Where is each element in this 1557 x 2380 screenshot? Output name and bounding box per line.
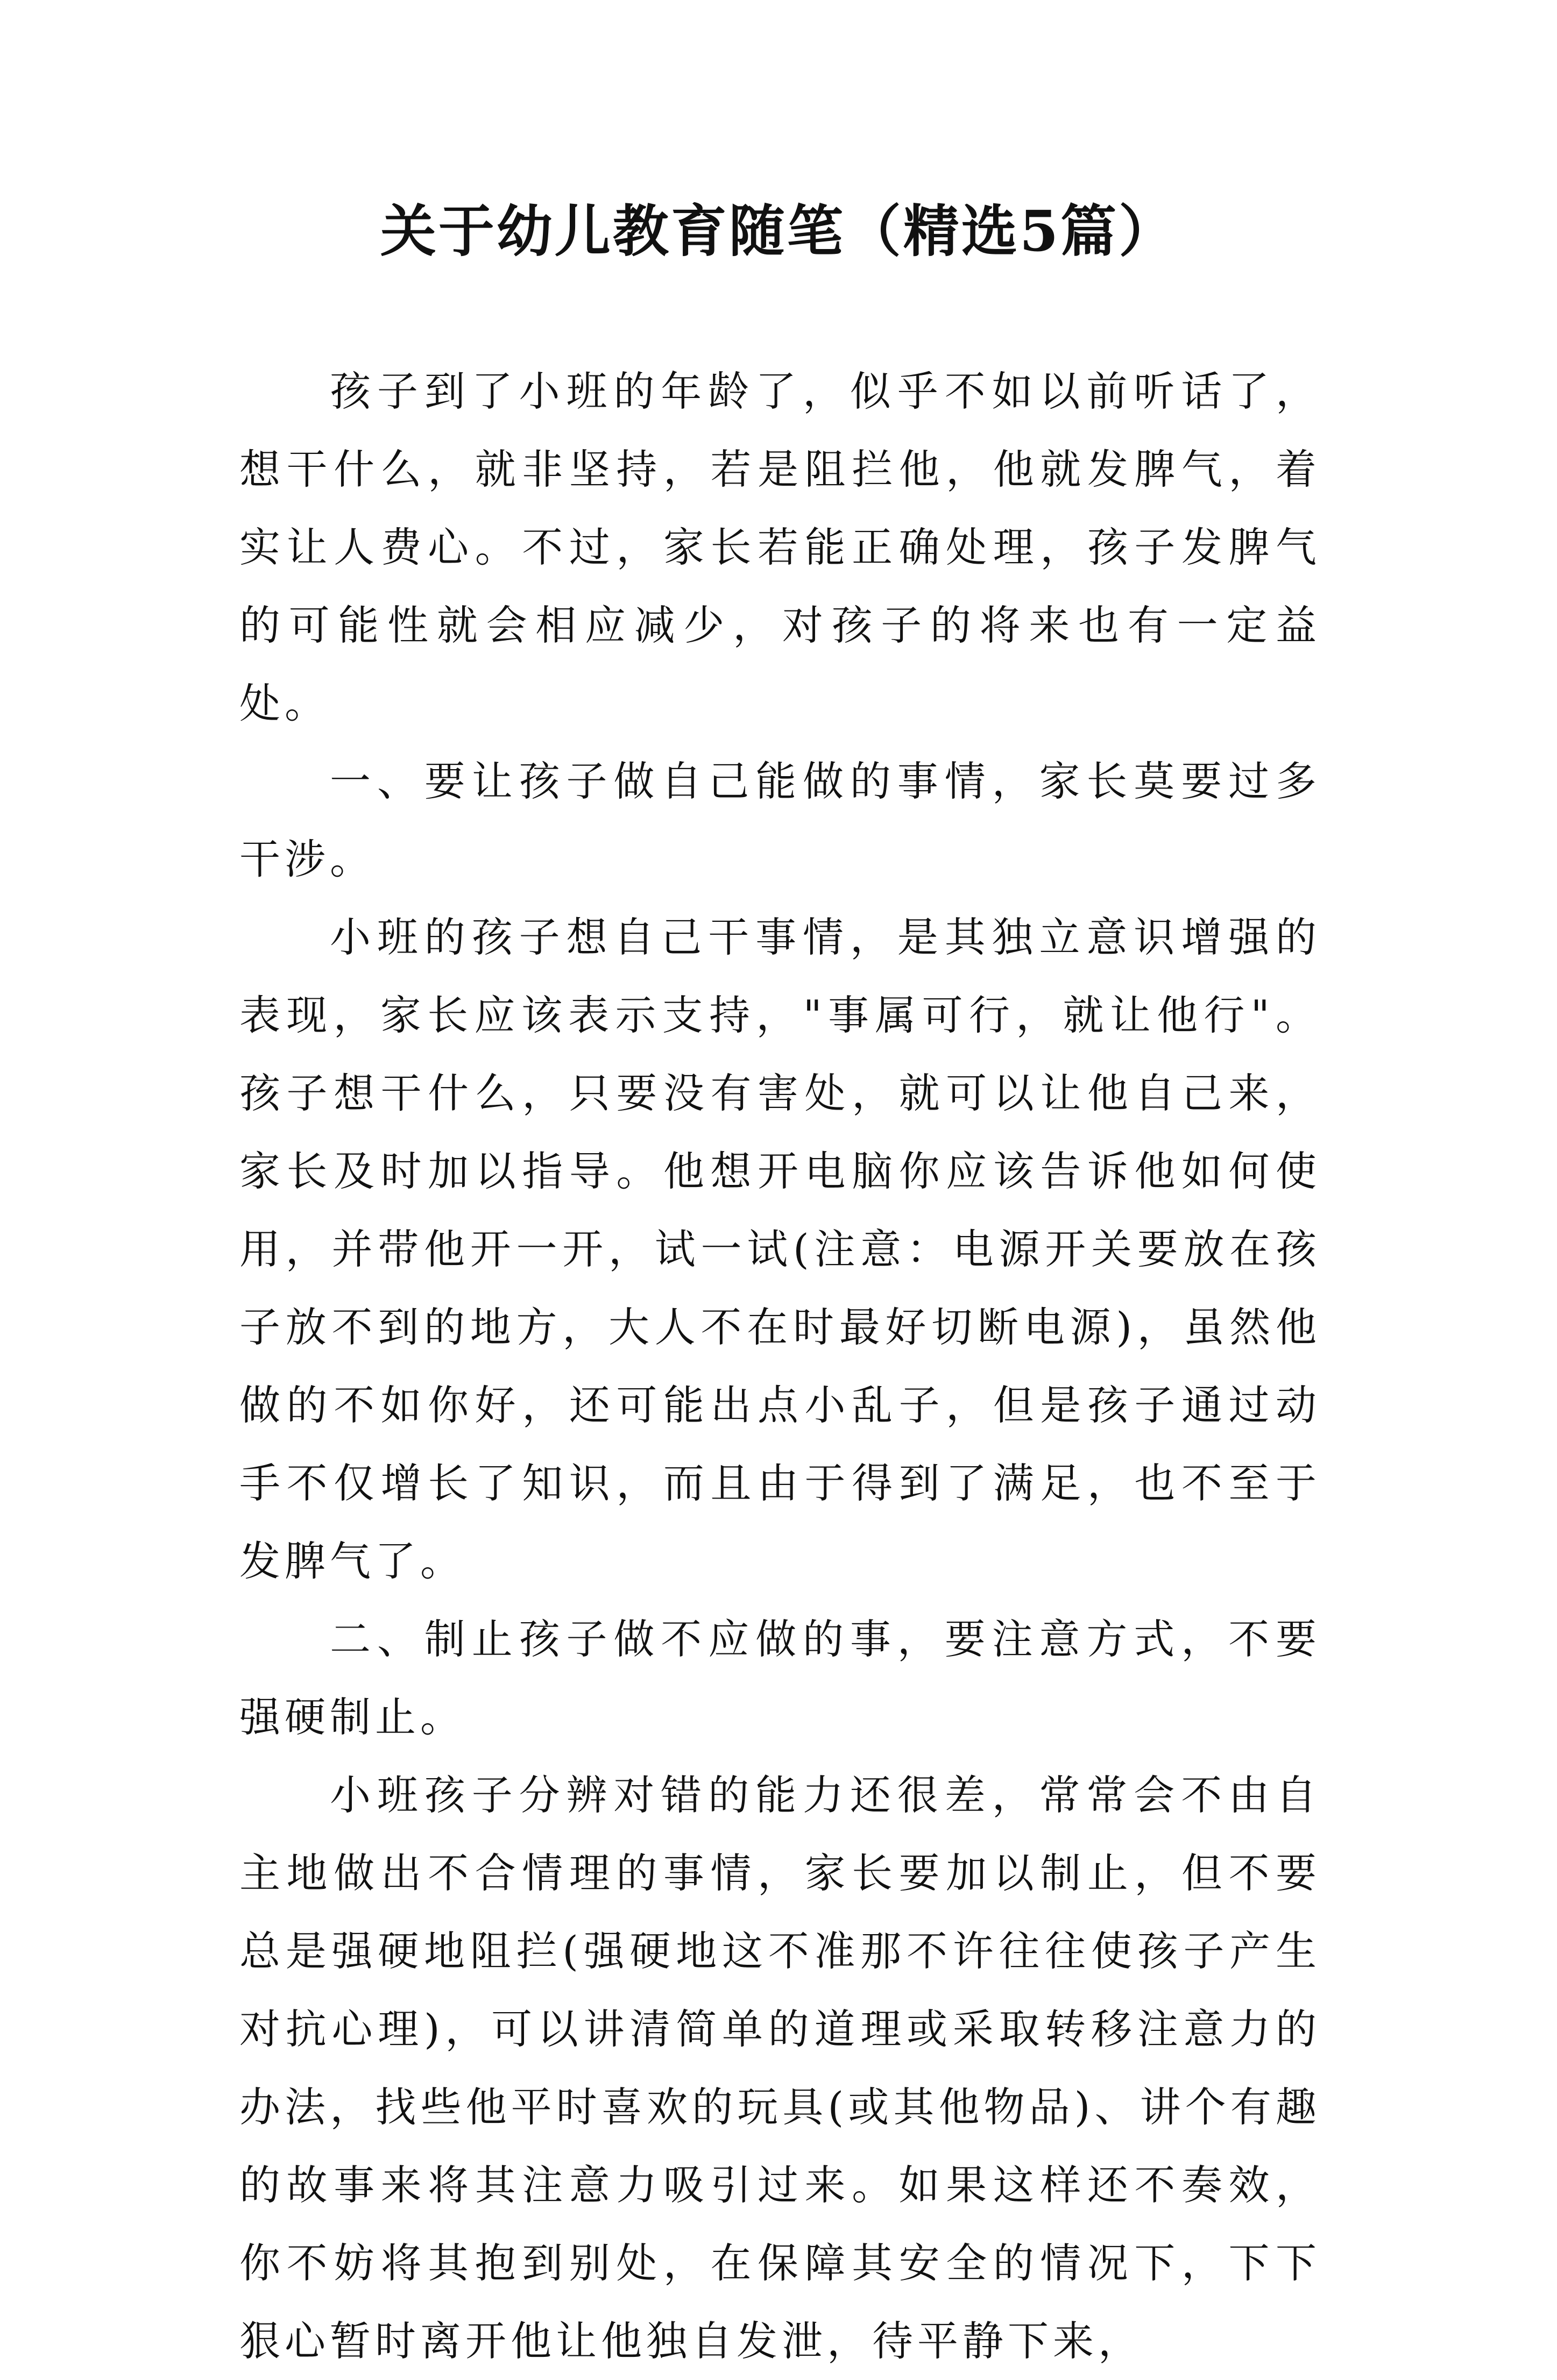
paragraph-section-one: 小班的孩子想自己干事情，是其独立意识增强的表现，家长应该表示支持，"事属可行，就让他行"。孩子想干什么，只要没有害处，就可以让他自己来，家长及时加以指导。他想开电脑你应该告诉他如何使用，并带他开一开，试一试(注意：电源开关要放在孩子放不到的地方，大人不在时最好切断电源)，虽然他做的不如你好，还可能出点小乱子，但是孩子通过动手不仅增长了知识，而且由于得到了满足，也不至于发脾气了。 [239, 913, 1321, 1585]
paragraph-heading-two: 二、制止孩子做不应做的事，要注意方式，不要强硬制止。 [239, 1615, 1321, 1741]
document-title: 关于幼儿教育随笔（精选5篇） [380, 198, 1177, 264]
paragraph-heading-one: 一、要让孩子做自己能做的事情，家长莫要过多干涉。 [239, 757, 1321, 883]
paragraph-intro: 孩子到了小班的年龄了，似乎不如以前听话了，想干什么，就非坚持，若是阻拦他，他就发脾气，着实让人费心。不过，家长若能正确处理，孩子发脾气的可能性就会相应减少，对孩子的将来也有一定益处。 [239, 367, 1321, 727]
paragraph-section-two: 小班孩子分辨对错的能力还很差，常常会不由自主地做出不合情理的事情，家长要加以制止，但不要总是强硬地阻拦(强硬地这不准那不许往往使孩子产生对抗心理)，可以讲清简单的道理或采取转移注意力的办法，找些他平时喜欢的玩具(或其他物品)、讲个有趣的故事来将其注意力吸引过来。如果这样还不奏效，你不妨将其抱到别处，在保障其安全的情况下，下下狠心暂时离开他让他独自发泄，待平静下来， [239, 1771, 1321, 2365]
document-body [239, 352, 1321, 2380]
